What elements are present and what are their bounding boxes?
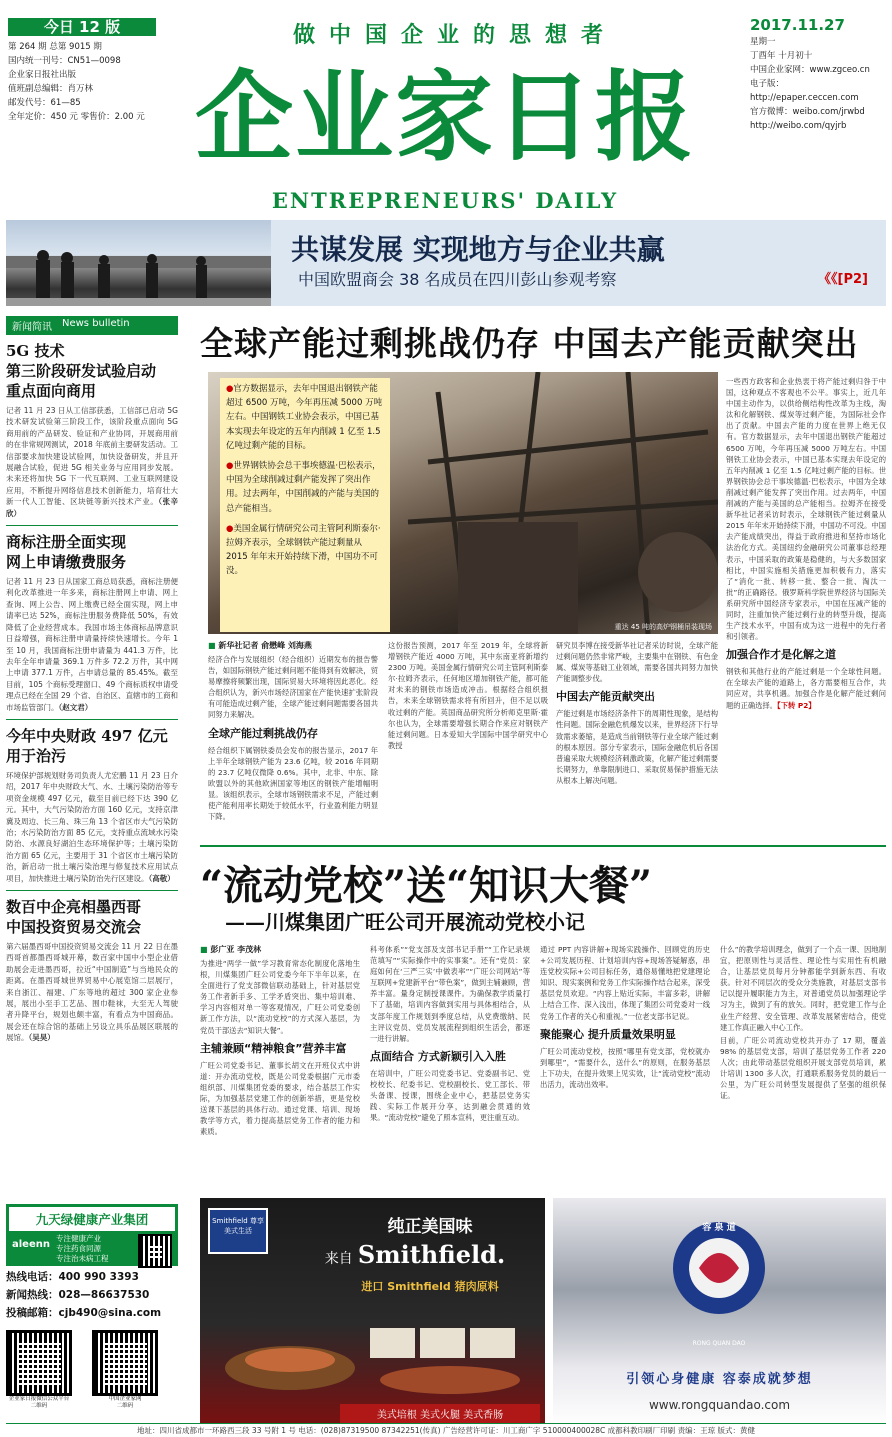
contact-box <box>6 1268 178 1410</box>
smithfield-ad[interactable] <box>200 1198 545 1426</box>
photo-caption: 重达 45 吨的高炉钢桶吊装现场 <box>614 623 712 631</box>
rongquandao-slogan: 引领心身健康 容泰成就梦想 <box>626 1372 813 1387</box>
jiutian-brand-logo: aleenn <box>12 1239 50 1250</box>
lead-text: 这份报告预测，2017 年至 2019 年，全球将新增钢铁产能近 4000 万吨，其中东南亚将新增约 2300 万吨。美国金属行情研究公司主管阿利斯泰尔·拉姆齐表示，任何地区增加钢铁产能，都可能对未来的钢铁市场造成冲击。根据经合组织报告，未来全球钢铁需求将有所回升，但不足以吸收过剩的产能。英国商品研究所分析师克里斯·霍尔也认为，全球需要增强长期合作来应对钢铁产能过剩问题。日本爱知大学国际中国学研究中心教授 <box>388 641 548 750</box>
lead-col-1 <box>208 640 378 822</box>
smithfield-brand-line: 来自 Smithfield. <box>324 1240 506 1269</box>
qr-caption: 企业家日报微信公众平台 二维码 <box>8 1396 70 1409</box>
page-footer: 地址：四川省成都市一环路西三段 33 号附 1 号 电话：(028)87319500 87342251(传真) 广告经营许可证：川工商广字 510000400028C 成都科教印刷厂印刷 责编：王琼 版式：黄健 <box>6 1423 886 1437</box>
lead-subhead: 加强合作才是化解之道 <box>726 648 836 662</box>
qr-caption: 中国企业家网 二维码 <box>108 1396 142 1409</box>
feature-text: 广旺公司流动党校，按照“哪里有党支部，党校就办到哪里”，“需要什么，送什么”的原则，在服务基层上下功夫，在提升效果上见实效，让“流动党校”流动出活力，流动出效率。 <box>540 1046 710 1089</box>
newspaper-title: 企业家日报 <box>194 60 695 175</box>
price-line: 全年定价：450 元 零售价：2.00 元 <box>8 112 145 122</box>
issue-date: 2017.11.27 <box>750 16 845 34</box>
feature-byline: ■ 彭广亚 李茂林 <box>200 945 262 954</box>
editor-line: 值班副总编辑：肖万林 <box>8 84 94 94</box>
jiutian-ad-name: 九天绿健康产业集团 <box>9 1207 175 1231</box>
lead-callout <box>220 378 390 632</box>
lead-text: 一些西方政客和企业热衷于将产能过剩归咎于中国，这种观点不客观也不公平。事实上，近几年中国主动作为，以供给侧结构性改革为主线，淘汰和化解钢铁、煤炭等过剩产能，为国际社会作出了贡献。中国去产能的力度在世界上绝无仅有。官方数据显示，去年中国退出钢铁产能超过 6500 万吨，今年再压减 5000 万吨左右。中国钢铁工业协会表示，中国已基本实现去年设定的五年内削减 1 亿至 1.5 亿吨过剩产能的目标。世界钢铁协会总干事埃德温·巴松表示，中国为全球削减过剩产能发挥了突出作用。过去两年，中国削减的产能与美国的总产能相当。拉姆齐在接受新华社记者采访时表示，全球钢铁产能过剩量从 2015 年年末开始持续下滑，中国功不可没。中国去产能成绩突出，得益于政府推进和坚持市场化法治化方式。美国纽约金融研究公司董事总经理表示，中国采取的政策是稳健的，与大多数国家相比，中国实施相关措施更加积极有力，落实了“消化一批、转移一批、整合一批、淘汰一批”的正确路径。俄罗斯科学院世界经济与国际关系研究所中国经济专家表示，中国在压减产能的同时，注重加快产能过剩行业的转型升级，提高生产技术水平，中国有成为这一进程中的先行者和引领者。 <box>726 377 886 642</box>
continue-ref[interactable]: 【下转 P2】 <box>777 700 816 710</box>
jiutian-line: 专注健康产业 <box>55 1234 101 1243</box>
epaper-link[interactable]: 电子版：http://epaper.ceccen.com <box>750 79 859 103</box>
jiutian-qr-code <box>138 1234 172 1268</box>
feature-text: 在培训中，广旺公司党委书记、党委副书记、党校校长、纪委书记、党校副校长、党工部长、带头备课、授课，围绕企业中心，把基层党务实践、实际工作展开分享，达到融会贯通的效果。“流动党校”避免了照本宣科，更注重互动。 <box>370 1068 530 1123</box>
lead-col-4 <box>726 376 886 786</box>
hotline: 热线电话：400 990 3393 <box>6 1271 139 1283</box>
feature-col-4 <box>720 944 886 1194</box>
publisher-line: 企业家日报社出版 <box>8 70 77 80</box>
smithfield-headline: 纯正美国味 <box>387 1217 473 1237</box>
divider <box>6 719 178 720</box>
news-hotline: 新闻热线：028—86637530 <box>6 1289 150 1301</box>
jiutian-line: 专注药食同源 <box>55 1244 101 1253</box>
news-item[interactable] <box>6 897 178 1044</box>
rongquandao-logo-text: 容 泉 道 <box>702 1223 736 1233</box>
lead-text: 钢铁和其他行业的产能过剩是一个全球性问题。在全球去产能的道路上，各方需要相互合作，共同应对，共享机遇。加强合作是化解产能过剩问题的正确选择。【下转 P2】 <box>726 667 886 710</box>
weekday: 星期一 <box>750 37 776 47</box>
lead-subhead: 中国去产能贡献突出 <box>556 690 655 704</box>
today-pages: 今日 12 版 <box>8 18 156 36</box>
feature-subhead: ——川煤集团广旺公司开展流动党校小记 <box>225 910 585 934</box>
banner-photo <box>6 220 271 306</box>
lead-text: 经济合作与发展组织（经合组织）近期发布的报告警告，如国际钢铁产能过剩问题不能得到有效解决，贸易摩擦将频繁出现，国际贸易大环境将因此恶化。经合组织认为，新兴市场经济国家在产能快速扩张阶段有可能造成过剩产能，全球产能过剩问题需要各国共同努力来解决。 <box>208 655 378 720</box>
callout-item: ●美国金属行情研究公司主管阿利斯泰尔·拉姆齐表示，全球钢铁产能过剩量从 2015 年年末开始持续下滑，中国功不可没。 <box>226 523 381 577</box>
masthead-left-info <box>8 18 156 124</box>
feature-col-1 <box>200 944 360 1194</box>
feature-text: 什么”的教学培训理念，做到了一个点一课、因地制宜，把原则性与灵活性、理论性与实用性有机融合，让基层党员每月分钟都能学到新东西、有收获。针对不同层次的受众分类施教，对基层支部书记以提升履职能力为主，对普通党员以加强理论学习为主，做到了有的放矢。同时，把党建工作与企业生产经营、安全管理、改革发展紧密结合，使党建工作真正融入中心工作。 <box>720 945 886 1032</box>
top-banner[interactable] <box>6 220 886 306</box>
rongquandao-url[interactable]: www.rongquandao.com <box>648 1398 791 1412</box>
feature-text: 科考体系”“党支部及支部书记手册”“工作记录规范填写”“实际操作中的实事案”。还有“党员：家庭如何在‘三严三实’中做表率”“广旺公司网站”等互联网+党建新平台“带色案”，做到主辅兼顾，营养丰富。量身定制授课课件。为确保教学质量打下了基础，培训内容做到实用与具体相结合，从支部年度工作规划到季度总结，从党费缴纳、民主评议党员、党员发展流程到组织生活会，都逐一进行讲解。 <box>370 945 530 1043</box>
smithfield-brand: Smithfield. <box>357 1240 506 1269</box>
cn-line: 国内统一刊号：CN51—0098 <box>8 56 121 66</box>
news-headline: 5G 技术 第三阶段研发试验启动 重点面向商用 <box>6 342 157 400</box>
feature-text: 目前，广旺公司流动党校共开办了 17 期，覆盖 98% 的基层党支部，培训了基层党务工作者 220 人次；由此带动基层党组织开展支部党员培训，累计培训 1300 多人次，打通联系服务党员的最后一公里，为广旺公司转型发展提供了坚强的组织保证。 <box>720 1035 886 1101</box>
news-bulletin-header <box>6 316 178 335</box>
feature-subhead-1: 主辅兼顾“精神粮食”营养丰富 <box>200 1041 347 1055</box>
website-qr-code <box>92 1330 158 1396</box>
rongquandao-ad[interactable] <box>553 1198 886 1426</box>
news-item[interactable] <box>6 726 178 884</box>
news-body: 环境保护部规划财务司负责人尤宏鹏 11 月 23 日介绍，2017 年中央财政大气、水、土壤污染防治等专项资金规模 497 亿元，截至目前已经下达 390 亿元。其中，大气污染防治方面 160 亿元，支持京津冀及周边、长三角、珠三角 13 个省区市大气污染防治；水污染防治方面 85 亿元，支持重点流域水污染防治、水源良好湖泊生态环境保护等；土壤污染防治方面 65 亿元，主要用于 31 个省区市土壤污染防治，新启动一批土壤污染治理与修复技术应用试点项目，加快推进土壤污染防治先行区建设。（高敬） <box>6 770 178 883</box>
news-headline: 数百中企亮相墨西哥 中国投资贸易交流会 <box>6 898 142 936</box>
news-headline: 今年中央财政 497 亿元 用于治污 <box>6 726 168 765</box>
weibo-link-2[interactable]: http://weibo.com/qyjrb <box>750 121 847 131</box>
feature-subhead-3: 聚能聚心 提升质量效果明显 <box>540 1027 676 1041</box>
jiutian-line: 专注治未病工程 <box>55 1254 109 1263</box>
masthead-right-info <box>750 18 886 133</box>
news-bulletin-label-en: News bulletin <box>62 318 130 329</box>
rongquandao-brand-en: RONG QUAN DAO <box>692 1340 746 1347</box>
feature-col-2 <box>370 944 530 1194</box>
food-image <box>220 1308 525 1398</box>
divider <box>6 890 178 891</box>
postal-line: 邮发代号：61—85 <box>8 98 81 108</box>
banner-subhead: 中国欧盟商会 38 名成员在四川彭山参观考察 <box>298 270 617 289</box>
news-body: 记者 11 月 23 日从国家工商总局获悉，商标注册便利化改革推进一年多来，商标注册网上申请、网上查询、网上公告、网上缴费已经全面实现，网上申请率已达 52%，商标注册服务费降低 50%，有效降低了企业经营成本。我国市场主体商标品牌意识日益增强，商标注册申请量持续快速增长。今年 1 至 10 月，我国商标注册申请量为 441.3 万件，比去年全年申请量 369.1 万件多 72.2 万件，其中网上申请 377.1 万件，占申请总量的 85.45%。截至目前，105 个商标受理窗口、49 个商标质权申请受理点已经在全国 29 个省、自治区、直辖市的工商和市场监管部门。（赵文君） <box>6 577 178 712</box>
smithfield-import-line: 进口 Smithfield 猪肉原料 <box>361 1280 499 1293</box>
wechat-qr-code <box>6 1330 72 1396</box>
masthead-slogan: 做中国企业的思想者 <box>292 22 617 48</box>
lunar-date: 丁酉年 十月初十 <box>750 51 813 61</box>
newspaper-title-en: ENTREPRENEURS' DAILY <box>271 188 619 213</box>
lead-byline: ■ 新华社记者 俞懋峰 刘海燕 <box>208 641 312 650</box>
lead-subhead: 全球产能过剩挑战仍存 <box>208 726 318 740</box>
feature-subhead-2: 点面结合 方式新颖引入入胜 <box>370 1049 506 1063</box>
lead-col-2 <box>388 640 548 751</box>
jiutian-ad[interactable] <box>6 1204 178 1266</box>
news-bulletin-column <box>6 316 178 1044</box>
smithfield-products: 美式培根 美式火腿 美式香肠 <box>340 1404 540 1423</box>
feature-headline[interactable]: “流动党校”送“知识大餐” <box>200 862 653 909</box>
news-headline: 商标注册全面实现 网上申请缴费服务 <box>6 533 127 572</box>
feature-col-3 <box>540 944 710 1194</box>
website-link[interactable]: 中国企业家网：www.zgceo.cn <box>750 65 870 75</box>
feature-text: 为推进“两学一做”学习教育常态化制度化落地生根，川煤集团广旺公司党委今年下半年以来，在全面进行了党支部微信联动基础上，针对基层党务工作者新手多、工学矛盾突出、集中培训难、学习内容相对单一等客观情况，广旺公司党委创新工作方法，以“流动党校”的方式深入基层，为党员干部送去“知识大餐”。 <box>200 959 360 1035</box>
callout-item: ●世界钢铁协会总干事埃德温·巴松表示，中国为全球削减过剩产能发挥了突出作用。过去两年，中国削减的产能与美国的总产能相当。 <box>226 461 381 514</box>
visitors-image <box>6 220 271 306</box>
section-divider <box>200 845 886 847</box>
submission-email[interactable]: 投稿邮箱：cjb490@sina.com <box>6 1307 162 1319</box>
news-item[interactable] <box>6 532 178 713</box>
news-body: 记者 11 月 23 日从工信部获悉，工信部已启动 5G 技术研发试验第三阶段工作，该阶段重点面向 5G 商用前的产品研发、验证和产业协同，开展商用前的在非常规网测试，2018 年底前主要研发活动。工信部要求加快建设试验网，加快设备研发，并且开展融合试验，促进 5G 相关业务与应用同步发展。未来还将加快 5G 下一代互联网、工业互联网建设应用，不断提升网络信息技术创新能力，培育壮大新一代人工智能、区块链等新兴技术产业。（张辛欣） <box>6 406 179 518</box>
lead-text: 产能过剩是市场经济条件下的周期性现象，是结构性问题。国际金融危机爆发以来，世界经济下行导致需求萎缩，是造成当前钢铁等行业全球产能过剩的根本原因。部分专家表示，国际金融危机后各国普遍采取大规模经济刺激政策，化解产能过剩需要长期努力，单靠限制进口、采取贸易保护措施无法从根本上解决问题。 <box>556 709 718 785</box>
feature-text: 通过 PPT 内容讲解+现场实践操作、回顾党的历史+公司发展历程、计划培训内容+现场答疑解惑，串连党校实际+公司目标任务，通俗易懂地把党建理论知识、现实案例和党务工作实际操作结合起来，深受基层党员欢迎。“内容上贴近实际，丰富多彩，讲解上结合工作、深入浅出，体现了集团公司党委对一线党务工作者的关心和重视。”一位老支部书记说。 <box>540 945 710 1021</box>
feature-text: 广旺公司党委书记、董事长胡文在开班仪式中讲道：开办流动党校，既是公司党委根据广元市委组织部、川煤集团党委的要求，结合基层工作实际，为加强基层党建工作的创新举措，更是党校送课下基层的具体行动。通过党课、培训、现场教学等方式，着力提高基层党务工作者的能力和素质。 <box>200 1060 360 1137</box>
banner-headline: 共谋发展 实现地方与企业共赢 <box>291 233 665 266</box>
lead-text: 经合组织下属钢铁委员会发布的报告显示，2017 年上半年全球钢铁产能为 23.6 亿吨，较 2016 年同期的 23.7 亿吨仅微降 0.6%。其中，北非、中东、除欧盟以外的其他欧洲国家等地区的钢铁产能增幅明显。该组织表示，全球市场钢铁需求不足，产能过剩使产能利用率长期处于较低水平，行业盈利能力明显下降。 <box>208 745 378 822</box>
lead-headline[interactable]: 全球产能过剩挑战仍存 中国去产能贡献突出 <box>200 324 859 363</box>
banner-page-ref[interactable]: 《《[P2] <box>818 272 868 287</box>
smithfield-badge: Smithfield 尊享美式生活 <box>208 1208 268 1254</box>
lead-text: 研究员李博在接受新华社记者采访时说，全球产能过剩问题仍然非常严峻，主要集中在钢铁、有色金属、煤炭等基础工业领域，需要各国共同努力加快产能调整步伐。 <box>556 641 718 684</box>
lead-col-3 <box>556 640 718 786</box>
issue-line: 第 264 期 总第 9015 期 <box>8 42 102 52</box>
divider <box>6 525 178 526</box>
news-item[interactable] <box>6 341 178 519</box>
news-body: 第六届墨西哥中国投资贸易交流会 11 月 22 日在墨西哥首都墨西哥城开幕，数百家中国中小型企业借助展会走进墨西哥，拉近“中国制造”与当地民众的距离。在墨西哥城世界贸易中心展览馆二层展厅，来自浙江、福建、广东等地的超过 300 家企业参展，展出小至手工艺品、围巾鞋袜，大至无人驾驶者升降平台，规划也颇丰富，有看点为中国商品。展会还在综合馆的基础上另设立具乐品展区联展的展馆。（吴昊） <box>6 942 178 1043</box>
news-bulletin-label: 新闻简讯 <box>12 322 52 333</box>
weibo-link[interactable]: 官方微博：weibo.com/jrwbd <box>750 107 865 117</box>
callout-item: ●官方数据显示，去年中国退出钢铁产能超过 6500 万吨，今年再压减 5000 万吨左右。中国钢铁工业协会表示，中国已基本实现去年设定的五年内削减 1 亿至 1.5 亿吨过剩产能的目标。 <box>226 384 383 451</box>
